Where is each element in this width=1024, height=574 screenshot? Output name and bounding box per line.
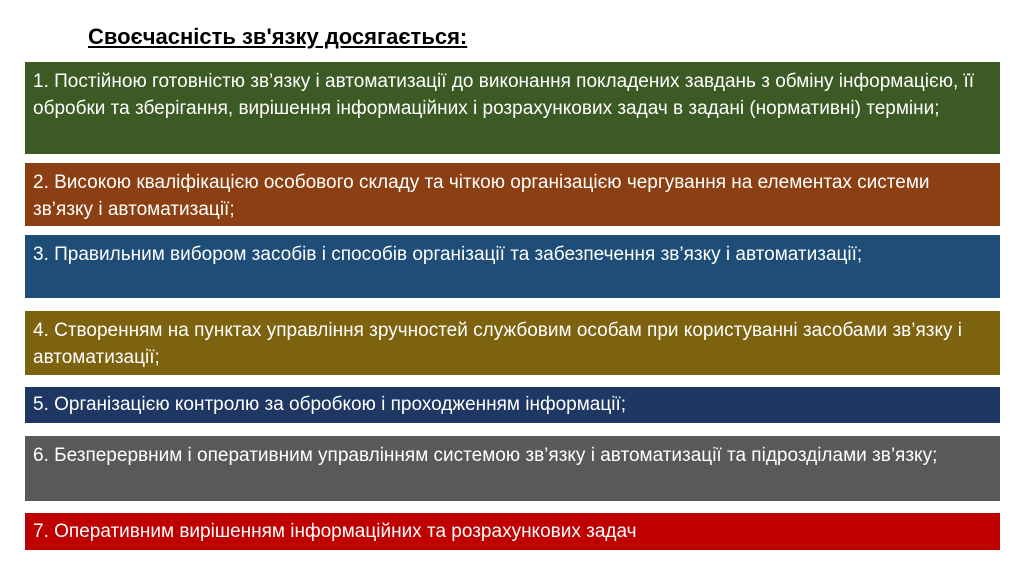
list-item-2: 2. Високою кваліфікацією особового складу та чіткою організацією чергування на елементах системи зв’язку і автоматизації; [25,163,1000,226]
list-item-7: 7. Оперативним вирішенням інформаційних та розрахункових задач [25,513,1000,550]
slide-title: Своєчасність зв'язку досягається: [88,24,468,49]
list-item-4: 4. Створенням на пунктах управління зручностей службовим особам при користуванні засобами зв’язку і автоматизації; [25,311,1000,375]
list-item-3: 3. Правильним вибором засобів і способів організації та забезпечення зв’язку і автоматизації; [25,235,1000,298]
list-item-6: 6. Безперервним і оперативним управлінням системою зв’язку і автоматизації та підрозділами зв’язку; [25,436,1000,501]
list-item-5: 5. Організацією контролю за обробкою і проходженням інформації; [25,387,1000,423]
list-item-1: 1. Постійною готовністю зв’язку і автоматизації до виконання покладених завдань з обміну інформацією, її обробки та зберігання, вирішення інформаційних і розрахункових задач в задані (нормативні) терміни; [25,62,1000,154]
